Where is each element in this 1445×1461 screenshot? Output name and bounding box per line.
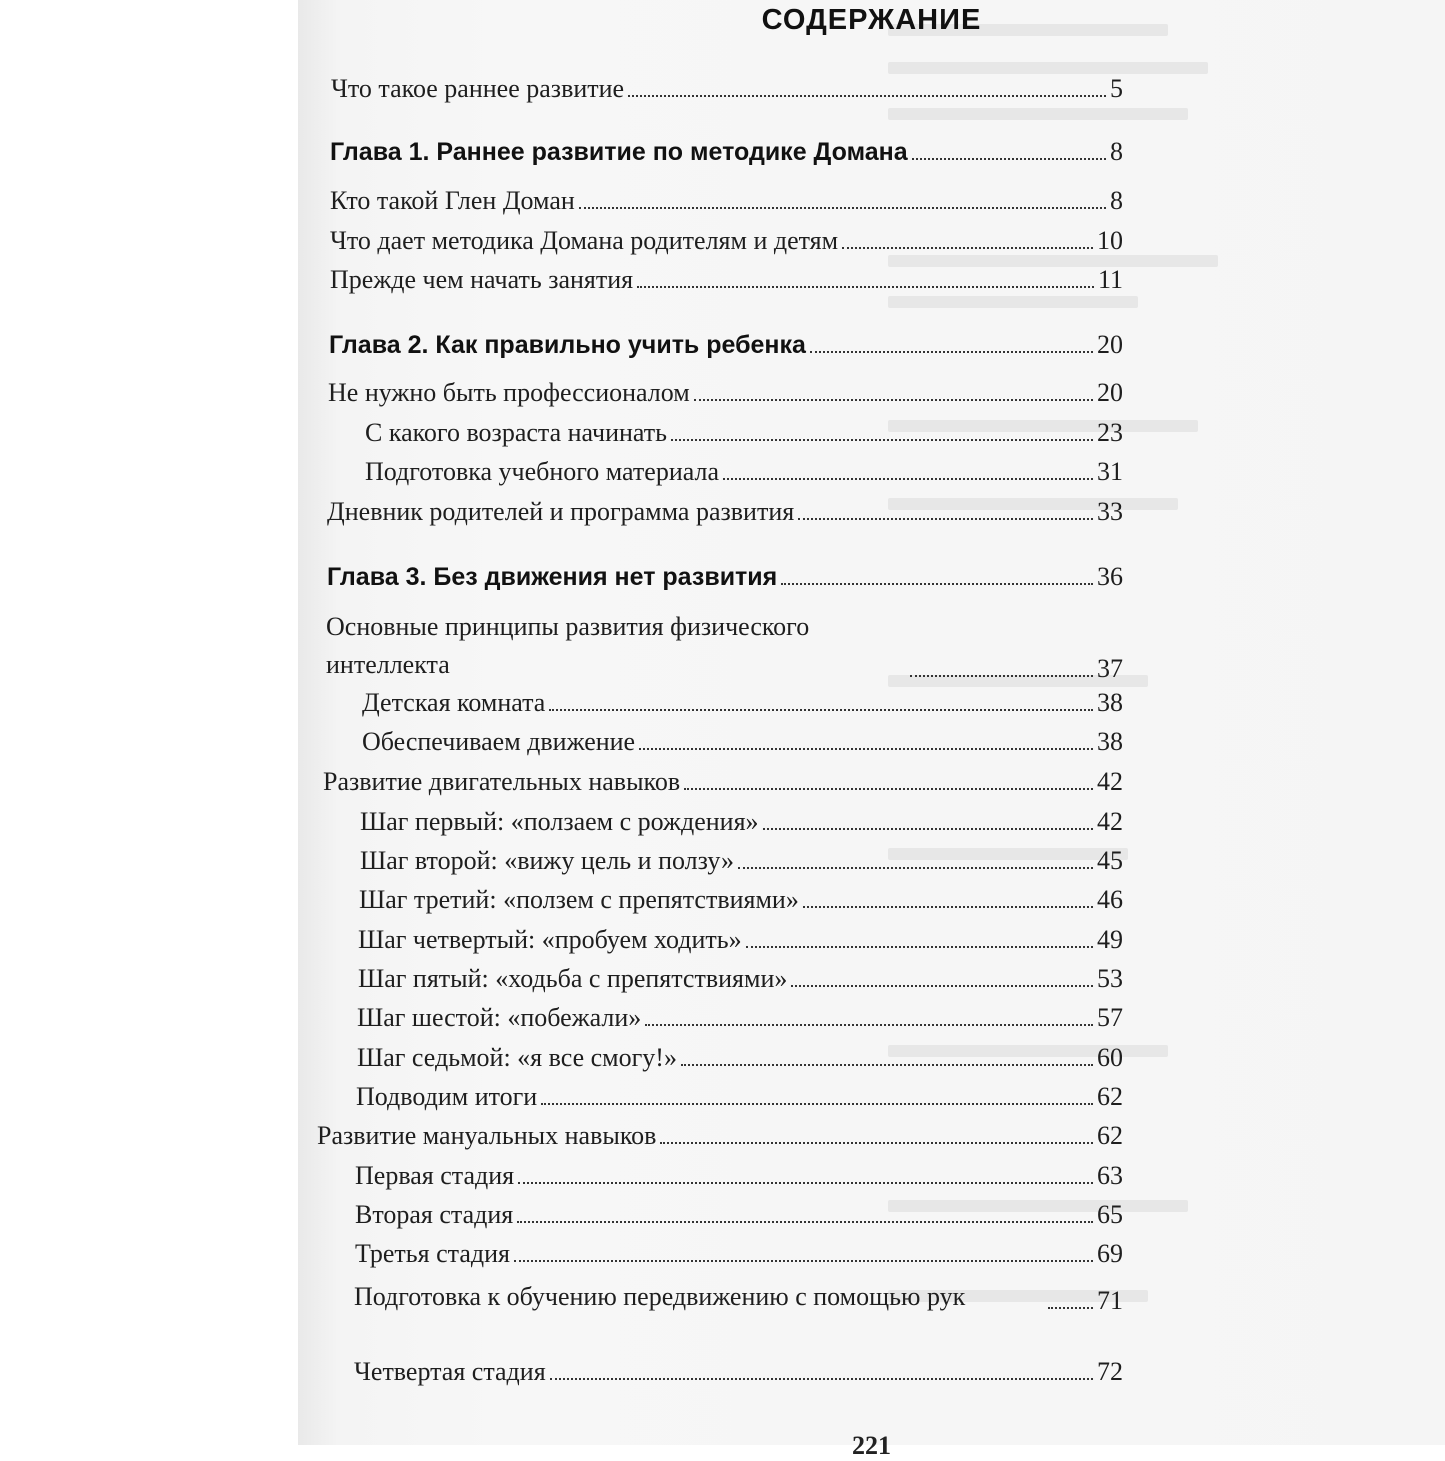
toc-entry-page: 57	[1097, 1003, 1123, 1032]
toc-entry-title: Четвертая стадия	[354, 1357, 546, 1386]
dot-leader	[671, 439, 1093, 441]
table-of-contents	[298, 0, 1445, 1445]
toc-entry-page: 46	[1097, 885, 1123, 914]
toc-entry-title: Прежде чем начать занятия	[330, 265, 634, 294]
toc-entry-page: 42	[1097, 767, 1123, 796]
dot-leader	[628, 95, 1106, 97]
toc-entry-title: Шаг седьмой: «я все смогу!»	[357, 1043, 677, 1072]
dot-leader	[660, 1142, 1093, 1144]
toc-entry-page: 63	[1097, 1161, 1123, 1190]
dot-leader	[684, 788, 1093, 790]
toc-entry-title: Первая стадия	[355, 1161, 515, 1190]
toc-entry-page: 49	[1097, 925, 1123, 954]
toc-chapter-entry[interactable]	[327, 562, 1123, 592]
toc-entry-title: Шаг третий: «ползем с препятствиями»	[359, 885, 799, 914]
toc-entry-title: Что такое раннее развитие	[331, 74, 625, 103]
toc-entry[interactable]	[359, 885, 1123, 915]
dot-leader	[723, 478, 1093, 480]
toc-entry[interactable]	[357, 1003, 1123, 1033]
toc-entry[interactable]	[356, 1082, 1123, 1112]
dot-leader	[639, 748, 1093, 750]
toc-entry-page: 69	[1097, 1239, 1123, 1268]
dot-leader	[1048, 1307, 1093, 1309]
toc-entry-page: 5	[1110, 74, 1123, 103]
toc-entry[interactable]	[354, 1357, 1123, 1387]
toc-entry-page: 71	[1097, 1286, 1123, 1315]
toc-entry[interactable]	[358, 964, 1123, 994]
toc-entry-page: 11	[1097, 265, 1123, 294]
toc-entry-title: Основные принципы развития физического интеллекта	[326, 612, 810, 679]
dot-leader	[645, 1024, 1093, 1026]
dot-leader	[912, 158, 1106, 160]
dot-leader	[518, 1182, 1093, 1184]
toc-entry[interactable]	[355, 1161, 1123, 1191]
toc-entry-title: Шаг шестой: «побежали»	[357, 1003, 642, 1032]
toc-entry-title: Глава 2. Как правильно учить ребенка	[329, 331, 806, 359]
dot-leader	[517, 1221, 1093, 1223]
toc-entry-title: Шаг первый: «ползаем с рождения»	[360, 807, 759, 836]
dot-leader	[637, 286, 1094, 288]
toc-entry-page: 38	[1097, 727, 1123, 756]
toc-entry[interactable]	[323, 767, 1123, 797]
toc-entry-page: 53	[1097, 964, 1123, 993]
page-number: 221	[852, 1431, 891, 1460]
toc-entry-title: Подготовка учебного материала	[365, 457, 720, 486]
toc-entry-page: 65	[1097, 1200, 1123, 1229]
toc-entry[interactable]	[328, 378, 1123, 408]
toc-entry-title: Глава 1. Раннее развитие по методике Домана	[330, 138, 908, 166]
toc-entry-title: С какого возраста начинать	[365, 418, 668, 447]
dot-leader	[746, 946, 1093, 948]
dot-leader	[514, 1260, 1093, 1262]
toc-entry[interactable]	[354, 1278, 1123, 1316]
dot-leader	[810, 351, 1093, 353]
toc-entry-title: Что дает методика Домана родителям и детям	[330, 226, 839, 255]
dot-leader	[781, 583, 1093, 585]
toc-entry[interactable]	[355, 1200, 1123, 1230]
toc-entry-page: 42	[1097, 807, 1123, 836]
toc-chapter-entry[interactable]	[329, 330, 1123, 360]
toc-chapter-entry[interactable]	[330, 137, 1123, 167]
toc-entry[interactable]	[360, 846, 1123, 876]
toc-entry-title: Развитие мануальных навыков	[317, 1121, 657, 1150]
toc-entry-title: Подводим итоги	[356, 1082, 538, 1111]
toc-entry[interactable]	[365, 418, 1123, 448]
dot-leader	[763, 828, 1093, 830]
toc-entry-page: 72	[1097, 1357, 1123, 1386]
toc-entry-page: 38	[1097, 688, 1123, 717]
toc-entry[interactable]	[327, 497, 1123, 527]
toc-entry-title: Шаг пятый: «ходьба с препятствиями»	[358, 964, 788, 993]
toc-entry-page: 36	[1097, 562, 1123, 591]
toc-entry-page: 8	[1110, 186, 1123, 215]
toc-entry-page: 62	[1097, 1121, 1123, 1150]
toc-entry[interactable]	[330, 226, 1123, 256]
toc-entry-page: 37	[1097, 654, 1123, 683]
dot-leader	[738, 867, 1093, 869]
toc-entry-title: Шаг второй: «вижу цель и ползу»	[360, 846, 734, 875]
toc-entry-page: 60	[1097, 1043, 1123, 1072]
toc-entry-page: 45	[1097, 846, 1123, 875]
dot-leader	[798, 518, 1093, 520]
toc-entry[interactable]	[362, 727, 1123, 757]
dot-leader	[579, 207, 1106, 209]
toc-entry-title: Дневник родителей и программа развития	[327, 497, 795, 526]
toc-entry-page: 20	[1097, 330, 1123, 359]
toc-entry-page: 62	[1097, 1082, 1123, 1111]
toc-entry-title: Шаг четвертый: «пробуем ходить»	[358, 925, 742, 954]
dot-leader	[803, 906, 1093, 908]
toc-entry-page: 8	[1110, 137, 1123, 166]
toc-entry-title: Кто такой Глен Доман	[330, 186, 575, 215]
toc-entry-page: 23	[1097, 418, 1123, 447]
toc-entry[interactable]	[326, 608, 1123, 684]
dot-leader	[550, 1378, 1093, 1380]
toc-entry-title: Третья стадия	[355, 1239, 510, 1268]
toc-entry[interactable]	[358, 925, 1123, 955]
toc-entry[interactable]	[365, 457, 1123, 487]
toc-entry[interactable]	[331, 74, 1123, 104]
toc-entry[interactable]	[317, 1121, 1123, 1151]
book-page	[298, 0, 1445, 1460]
toc-entry[interactable]	[357, 1043, 1123, 1073]
dot-leader	[910, 675, 1093, 677]
dot-leader	[549, 709, 1093, 711]
toc-entry[interactable]	[360, 807, 1123, 837]
dot-leader	[791, 985, 1093, 987]
toc-entry-page: 20	[1097, 378, 1123, 407]
dot-leader	[681, 1064, 1093, 1066]
toc-entry-page: 10	[1097, 226, 1123, 255]
toc-entry-title: Не нужно быть профессионалом	[328, 378, 690, 407]
dot-leader	[541, 1103, 1093, 1105]
dot-leader	[694, 399, 1093, 401]
toc-entry[interactable]	[330, 265, 1123, 295]
toc-entry-title: Глава 3. Без движения нет развития	[327, 563, 778, 591]
toc-entry[interactable]	[362, 688, 1123, 718]
toc-entry[interactable]	[355, 1239, 1123, 1269]
toc-entry-title: Детская комната	[362, 688, 546, 717]
toc-entry-page: 31	[1097, 457, 1123, 486]
toc-entry-title: Вторая стадия	[355, 1200, 514, 1229]
dot-leader	[842, 247, 1093, 249]
toc-entry-title: Развитие двигательных навыков	[323, 767, 681, 796]
toc-entry[interactable]	[330, 186, 1123, 216]
toc-entry-page: 33	[1097, 497, 1123, 526]
toc-entry-title: Обеспечиваем движение	[362, 727, 636, 756]
toc-entry-title: Подготовка к обучению передвижению с помощью рук	[354, 1282, 966, 1311]
toc-heading: СОДЕРЖАНИЕ	[761, 4, 982, 36]
